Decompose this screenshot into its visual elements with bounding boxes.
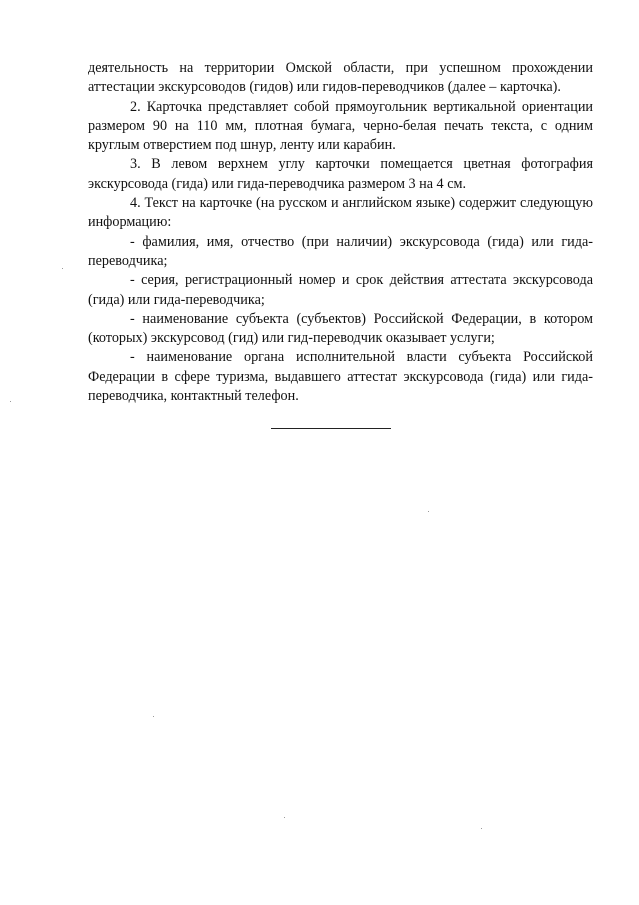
scan-speck [153, 716, 154, 717]
list-item-authority: - наименование органа исполнительной власти субъекта Российской Федерации в сфере туризма, выдавшего аттестат экскурсовода (гида) или гида-переводчика, контактный телефон. [88, 349, 593, 405]
scan-speck [10, 401, 11, 402]
list-item-certificate: - серия, регистрационный номер и срок действия аттестата экскурсовода (гида) или гида-переводчика; [88, 272, 593, 308]
paragraph-card-text: 4. Текст на карточке (на русском и английском языке) содержит следующую информацию: [88, 195, 593, 231]
paragraph-continuation: деятельность на территории Омской области, при успешном прохождении аттестации экскурсоводов (гидов) или гидов-переводчиков (далее – карточка). [88, 60, 593, 96]
document-body [88, 59, 593, 406]
paragraph-card-description: 2. Карточка представляет собой прямоугольник вертикальной ориентации размером 90 на 110 мм, плотная бумага, черно-белая печать текста, с одним круглым отверстием под шнур, ленту или карабин. [88, 98, 593, 154]
scan-speck [284, 817, 285, 818]
scan-speck [62, 268, 63, 269]
scan-speck [428, 511, 429, 512]
end-separator-line [271, 428, 391, 429]
list-item-full-name: - фамилия, имя, отчество (при наличии) экскурсовода (гида) или гида-переводчика; [88, 233, 593, 269]
paragraph-photo: 3. В левом верхнем углу карточки помещается цветная фотография экскурсовода (гида) или гида-переводчика размером 3 на 4 см. [88, 156, 593, 192]
list-item-region: - наименование субъекта (субъектов) Российской Федерации, в котором (которых) экскурсовод (гид) или гид-переводчик оказывает услуги; [88, 310, 593, 347]
scan-speck [481, 828, 482, 829]
